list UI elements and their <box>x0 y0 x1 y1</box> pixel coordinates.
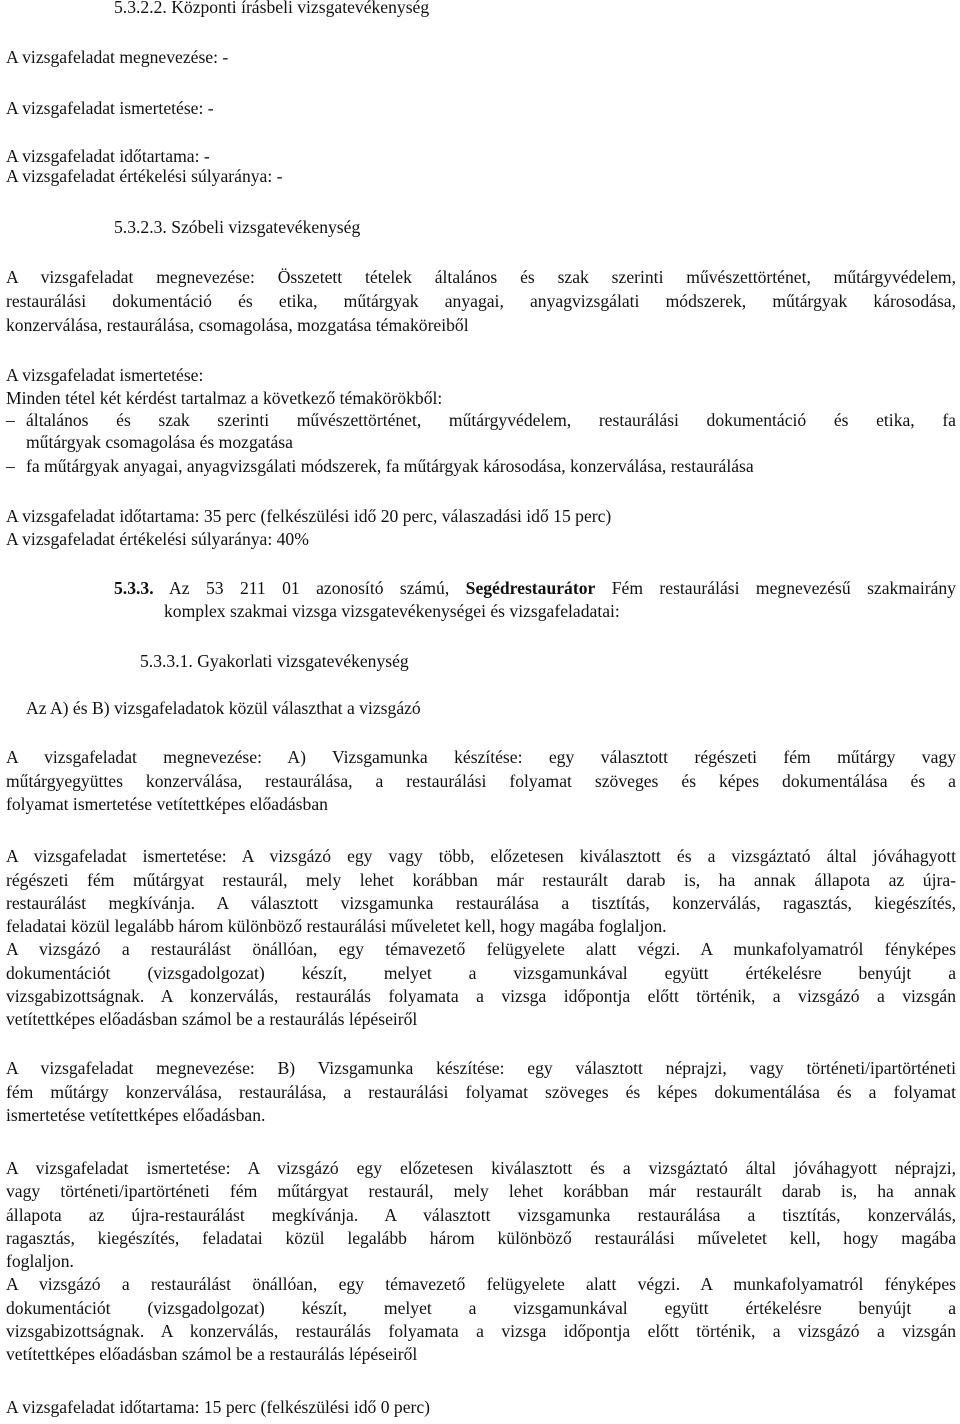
task-b-description-line: vagy történeti/ipartörténeti fém műtárgyat restaurál, mely lehet korábban már restaurált darab is, ha annak <box>6 1181 956 1201</box>
heading-number: 5.3.2.3. <box>114 217 167 237</box>
task-b-description-line: A vizsgázó a restaurálást önállóan, egy témavezető felügyelete alatt végzi. A munkafolyamatról fényképes <box>6 1274 956 1294</box>
task-b-description-line: ragasztás, kiegészítés, feladatai közül legalább három különböző restaurálási műveletet kell, hogy magába <box>6 1228 956 1248</box>
task-description-line: A vizsgafeladat ismertetése: - <box>6 98 214 118</box>
task-name-line: konzerválása, restaurálása, csomagolása, mozgatása témaköreiből <box>6 315 469 335</box>
task-b-name-line: A vizsgafeladat megnevezése: B) Vizsgamunka készítése: egy választott néprajzi, vagy történeti/ipartörténeti <box>6 1058 956 1078</box>
task-a-description-line: A vizsgázó a restaurálást önállóan, egy témavezető felügyelete alatt végzi. A munkafolyamatról fényképes <box>6 939 956 959</box>
bullet-item: általános és szak szerinti művészettörténet, műtárgyvédelem, restaurálási dokumentáció és etika, fa <box>26 410 956 430</box>
bullet-dash: – <box>6 410 15 430</box>
task-a-name-line: műtárgyegyüttes konzerválása, restaurálása, a restaurálási folyamat szöveges és képes dokumentálása és a <box>6 771 956 791</box>
task-description-label: A vizsgafeladat ismertetése: <box>6 365 204 385</box>
section-text: Fém restaurálási megnevezésű szakmairány <box>611 578 956 598</box>
task-a-name-line: folyamat ismertetése vetítettképes előadásban <box>6 794 328 814</box>
heading-title: Gyakorlati vizsgatevékenység <box>197 651 409 671</box>
section-heading-5323 <box>114 216 360 238</box>
heading-number: 5.3.2.2. <box>114 0 167 17</box>
task-a-description-line: feladatai közül legalább három különböző restaurálási műveletet kell, hogy magába foglaljon. <box>6 916 667 936</box>
task-b-description-line: vetítettképes előadásban számol be a restaurálás lépéseiről <box>6 1344 418 1364</box>
task-a-description-line: A vizsgafeladat ismertetése: A vizsgázó egy vagy több, előzetesen kiválasztott és a vizsgáztató által jóváhagyott <box>6 846 956 866</box>
heading-number: 5.3.3.1. <box>140 651 193 671</box>
task-a-name-line: A vizsgafeladat megnevezése: A) Vizsgamunka készítése: egy választott régészeti fém műtárgy vagy <box>6 747 956 767</box>
task-a-description-line: régészeti fém műtárgyat restaurál, mely lehet korábban már restaurált darab is, ha annak állapota az újra- <box>6 870 956 890</box>
task-name-line: A vizsgafeladat megnevezése: - <box>6 47 229 67</box>
task-weight-line: A vizsgafeladat értékelési súlyaránya: - <box>6 166 283 186</box>
section-heading-5322 <box>114 0 429 18</box>
task-b-description-line: foglaljon. <box>6 1251 74 1271</box>
task-a-description-line: restaurálást megkívánja. A választott vizsgamunka restaurálása a tisztítás, konzerválás, ragasztás, kiegészítés, <box>6 893 956 913</box>
bullet-dash: – <box>6 456 15 476</box>
task-name-line: restaurálási dokumentáció és etika, műtárgyak anyagai, anyagvizsgálati módszerek, műtárgyak károsodása, <box>6 291 956 311</box>
heading-title: Központi írásbeli vizsgatevékenység <box>171 0 430 17</box>
heading-title: Szóbeli vizsgatevékenység <box>171 217 361 237</box>
section-number: 5.3.3. <box>114 578 154 598</box>
task-weight-line: A vizsgafeladat értékelési súlyaránya: 40% <box>6 529 309 549</box>
bullet-item: fa műtárgyak anyagai, anyagvizsgálati módszerek, fa műtárgyak károsodása, konzerválása, restaurálása <box>26 456 754 476</box>
task-a-description-line: dokumentációt (vizsgadolgozat) készít, melyet a vizsgamunkával együtt értékelésre benyújt a <box>6 963 956 983</box>
task-b-name-line: ismertetése vetítettképes előadásban. <box>6 1105 266 1125</box>
choice-line: Az A) és B) vizsgafeladatok közül választhat a vizsgázó <box>26 698 421 718</box>
task-b-description-line: dokumentációt (vizsgadolgozat) készít, melyet a vizsgamunkával együtt értékelésre benyújt a <box>6 1298 956 1318</box>
task-b-description-line: vizsgabizottságnak. A konzerválás, restaurálás folyamata a vizsga időpontja előtt történik, a vizsgázó a vizsgán <box>6 1321 956 1341</box>
task-description-intro: Minden tétel két kérdést tartalmaz a következő témakörökből: <box>6 388 443 408</box>
sub-heading-5331 <box>140 650 409 672</box>
section-heading-continued: komplex szakmai vizsga vizsgatevékenységei és vizsgafeladatai: <box>164 601 620 621</box>
bullet-item-continued: műtárgyak csomagolása és mozgatása <box>26 432 293 452</box>
task-name-line: A vizsgafeladat megnevezése: Összetett tételek általános és szak szerinti művészettörténet, műtárgyvédelem, <box>6 267 956 287</box>
section-heading-533 <box>114 577 956 599</box>
task-duration-line: A vizsgafeladat időtartama: 35 perc (felkészülési idő 20 perc, válaszadási idő 15 perc) <box>6 506 612 526</box>
task-b-description-line: állapota az újra-restaurálást megkívánja. A választott vizsgamunka restaurálása a tisztítás, konzerválás, <box>6 1205 956 1225</box>
task-duration-line: A vizsgafeladat időtartama: - <box>6 146 210 166</box>
task-b-name-line: fém műtárgy konzerválása, restaurálása, a restaurálási folyamat szöveges és képes dokumentálása és a folyamat <box>6 1082 956 1102</box>
task-b-description-line: A vizsgafeladat ismertetése: A vizsgázó egy előzetesen kiválasztott és a vizsgáztató által jóváhagyott néprajzi, <box>6 1158 956 1178</box>
task-a-description-line: vetítettképes előadásban számol be a restaurálás lépéseiről <box>6 1009 418 1029</box>
section-text: Az 53 211 01 azonosító számú, <box>169 578 450 598</box>
qualification-name: Segédrestaurátor <box>465 578 596 598</box>
task-a-description-line: vizsgabizottságnak. A konzerválás, restaurálás folyamata a vizsga időpontja előtt történik, a vizsgázó a vizsgán <box>6 986 956 1006</box>
task-duration-line: A vizsgafeladat időtartama: 15 perc (felkészülési idő 0 perc) <box>6 1397 431 1417</box>
